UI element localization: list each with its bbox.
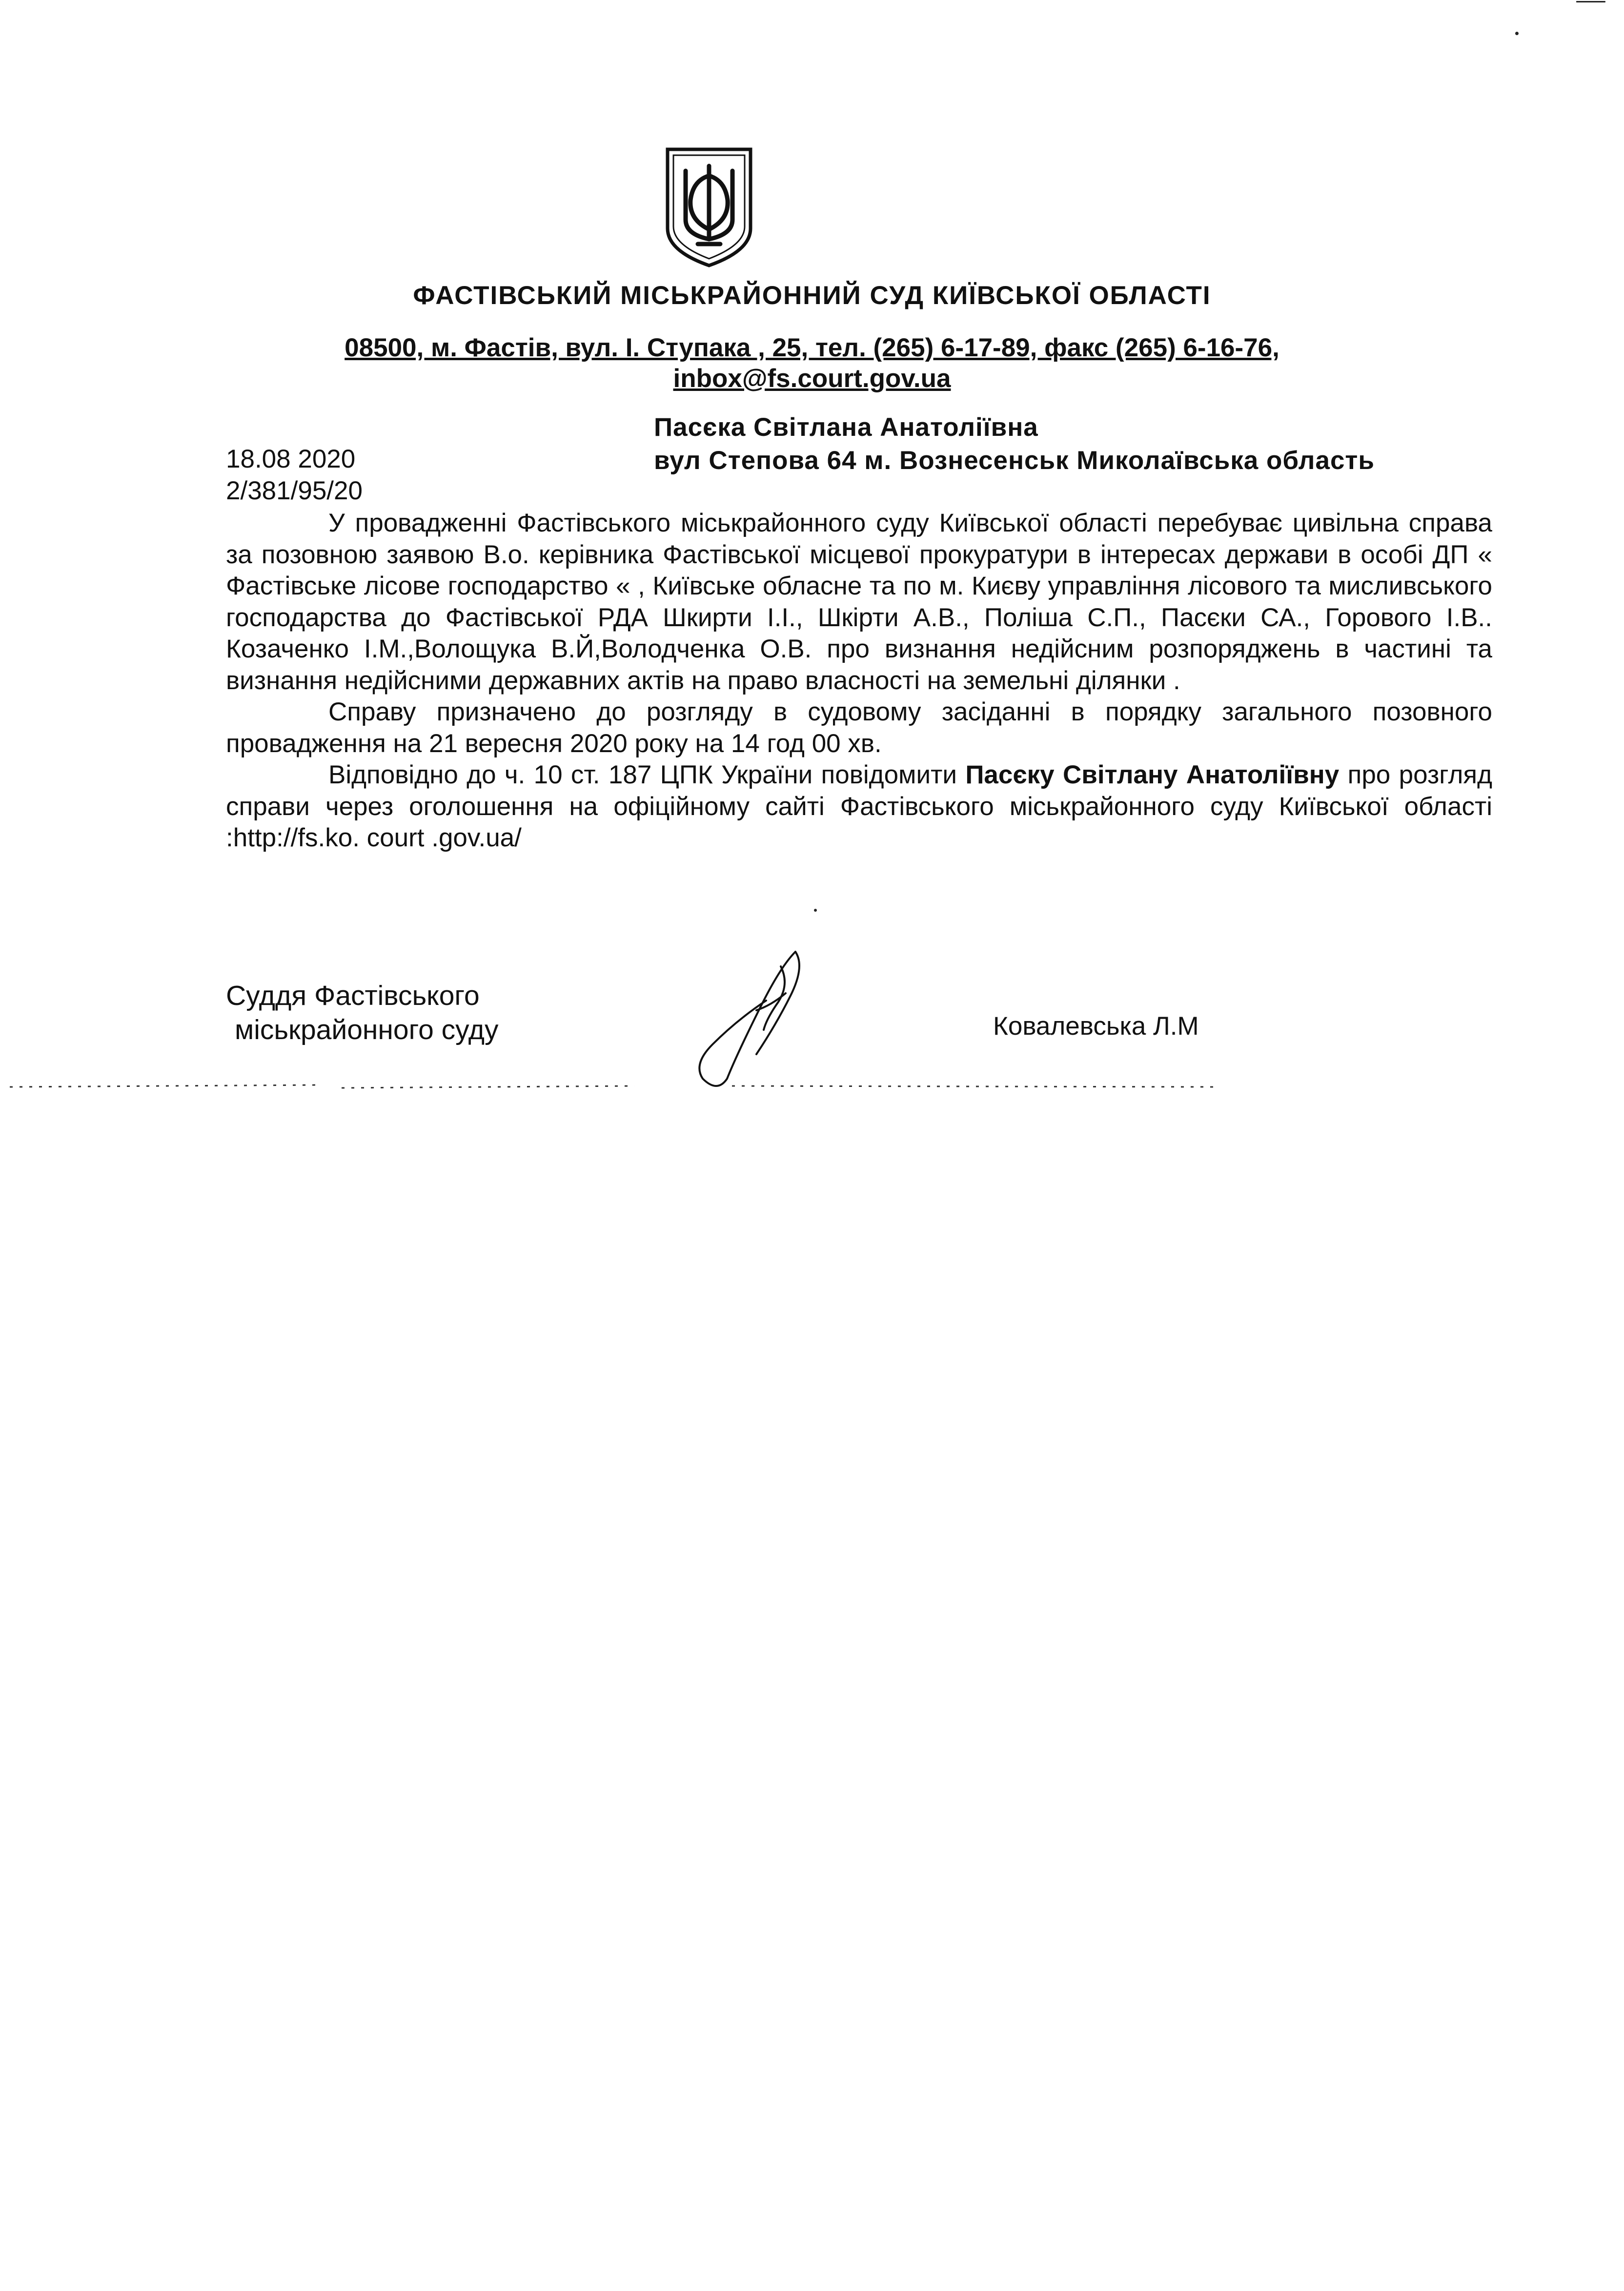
handwritten-signature xyxy=(683,947,815,1093)
recipient-name-accusative: Пасєку Світлану Анатоліївну xyxy=(965,760,1340,789)
document-date: 18.08 2020 xyxy=(226,445,356,473)
paragraph-3-rest: про розгляд справи через оголошення на офіційному сайті Фастівського міськрайонного суду Київської області :http://fs.ko. court .gov.ua/ xyxy=(226,760,1492,852)
scan-speck xyxy=(814,909,817,912)
judge-name: Ковалевська Л.М xyxy=(993,1012,1199,1041)
paragraph-3-intro: Відповідно до ч. 10 ст. 187 ЦПК України повідомити xyxy=(328,760,957,789)
scan-artifact-line xyxy=(0,1081,1624,1091)
case-number: 2/381/95/20 xyxy=(226,476,363,505)
judge-title-line-1: Суддя Фастівського xyxy=(226,980,480,1011)
court-address: 08500, м. Фастів, вул. І. Ступака , 25, тел. (265) 6-17-89, факс (265) 6-16-76, xyxy=(345,333,1279,362)
judge-title xyxy=(226,979,499,1047)
court-name: ФАСТІВСЬКИЙ МІСЬКРАЙОННИЙ СУД КИЇВСЬКОЇ ОБЛАСТІ xyxy=(413,281,1211,310)
recipient-name: Пасєка Світлана Анатоліївна xyxy=(654,413,1038,442)
letter-body xyxy=(226,508,1492,854)
body-paragraph-3 xyxy=(226,759,1492,854)
scan-speck xyxy=(1576,1,1605,2)
body-paragraph-1: У провадженні Фастівського міськрайонного суду Київської області перебуває цивільна справа за позовною заявою В.о. керівника Фастівської місцевої прокуратури в інтересах держави в особі ДП « Фастівське лісове господарство « , Київське обласне та по м. Києву управління лісового та мисливського господарства до Фастівської РДА Шкирти І.І., Шкірти А.В., Поліша С.П., Пасєки СА., Горового І.В.. Козаченко І.М.,Волощука В.Й,Володченка О.В. про визнання недійсним розпоряджень в частині та визнання недійсними державних актів на право власності на земельні ділянки . xyxy=(226,509,1492,695)
coat-of-arms-icon xyxy=(664,146,754,268)
recipient-address: вул Степова 64 м. Вознесенськ Миколаївська область xyxy=(654,446,1375,475)
scan-speck xyxy=(1515,32,1519,35)
body-paragraph-2: Справу призначено до розгляду в судовому засіданні в порядку загального позовного провадження на 21 вересня 2020 року на 14 год 00 хв. xyxy=(226,697,1492,758)
court-email: inbox@fs.court.gov.ua xyxy=(673,364,951,393)
judge-title-line-2: міськрайонного суду xyxy=(235,1014,499,1045)
